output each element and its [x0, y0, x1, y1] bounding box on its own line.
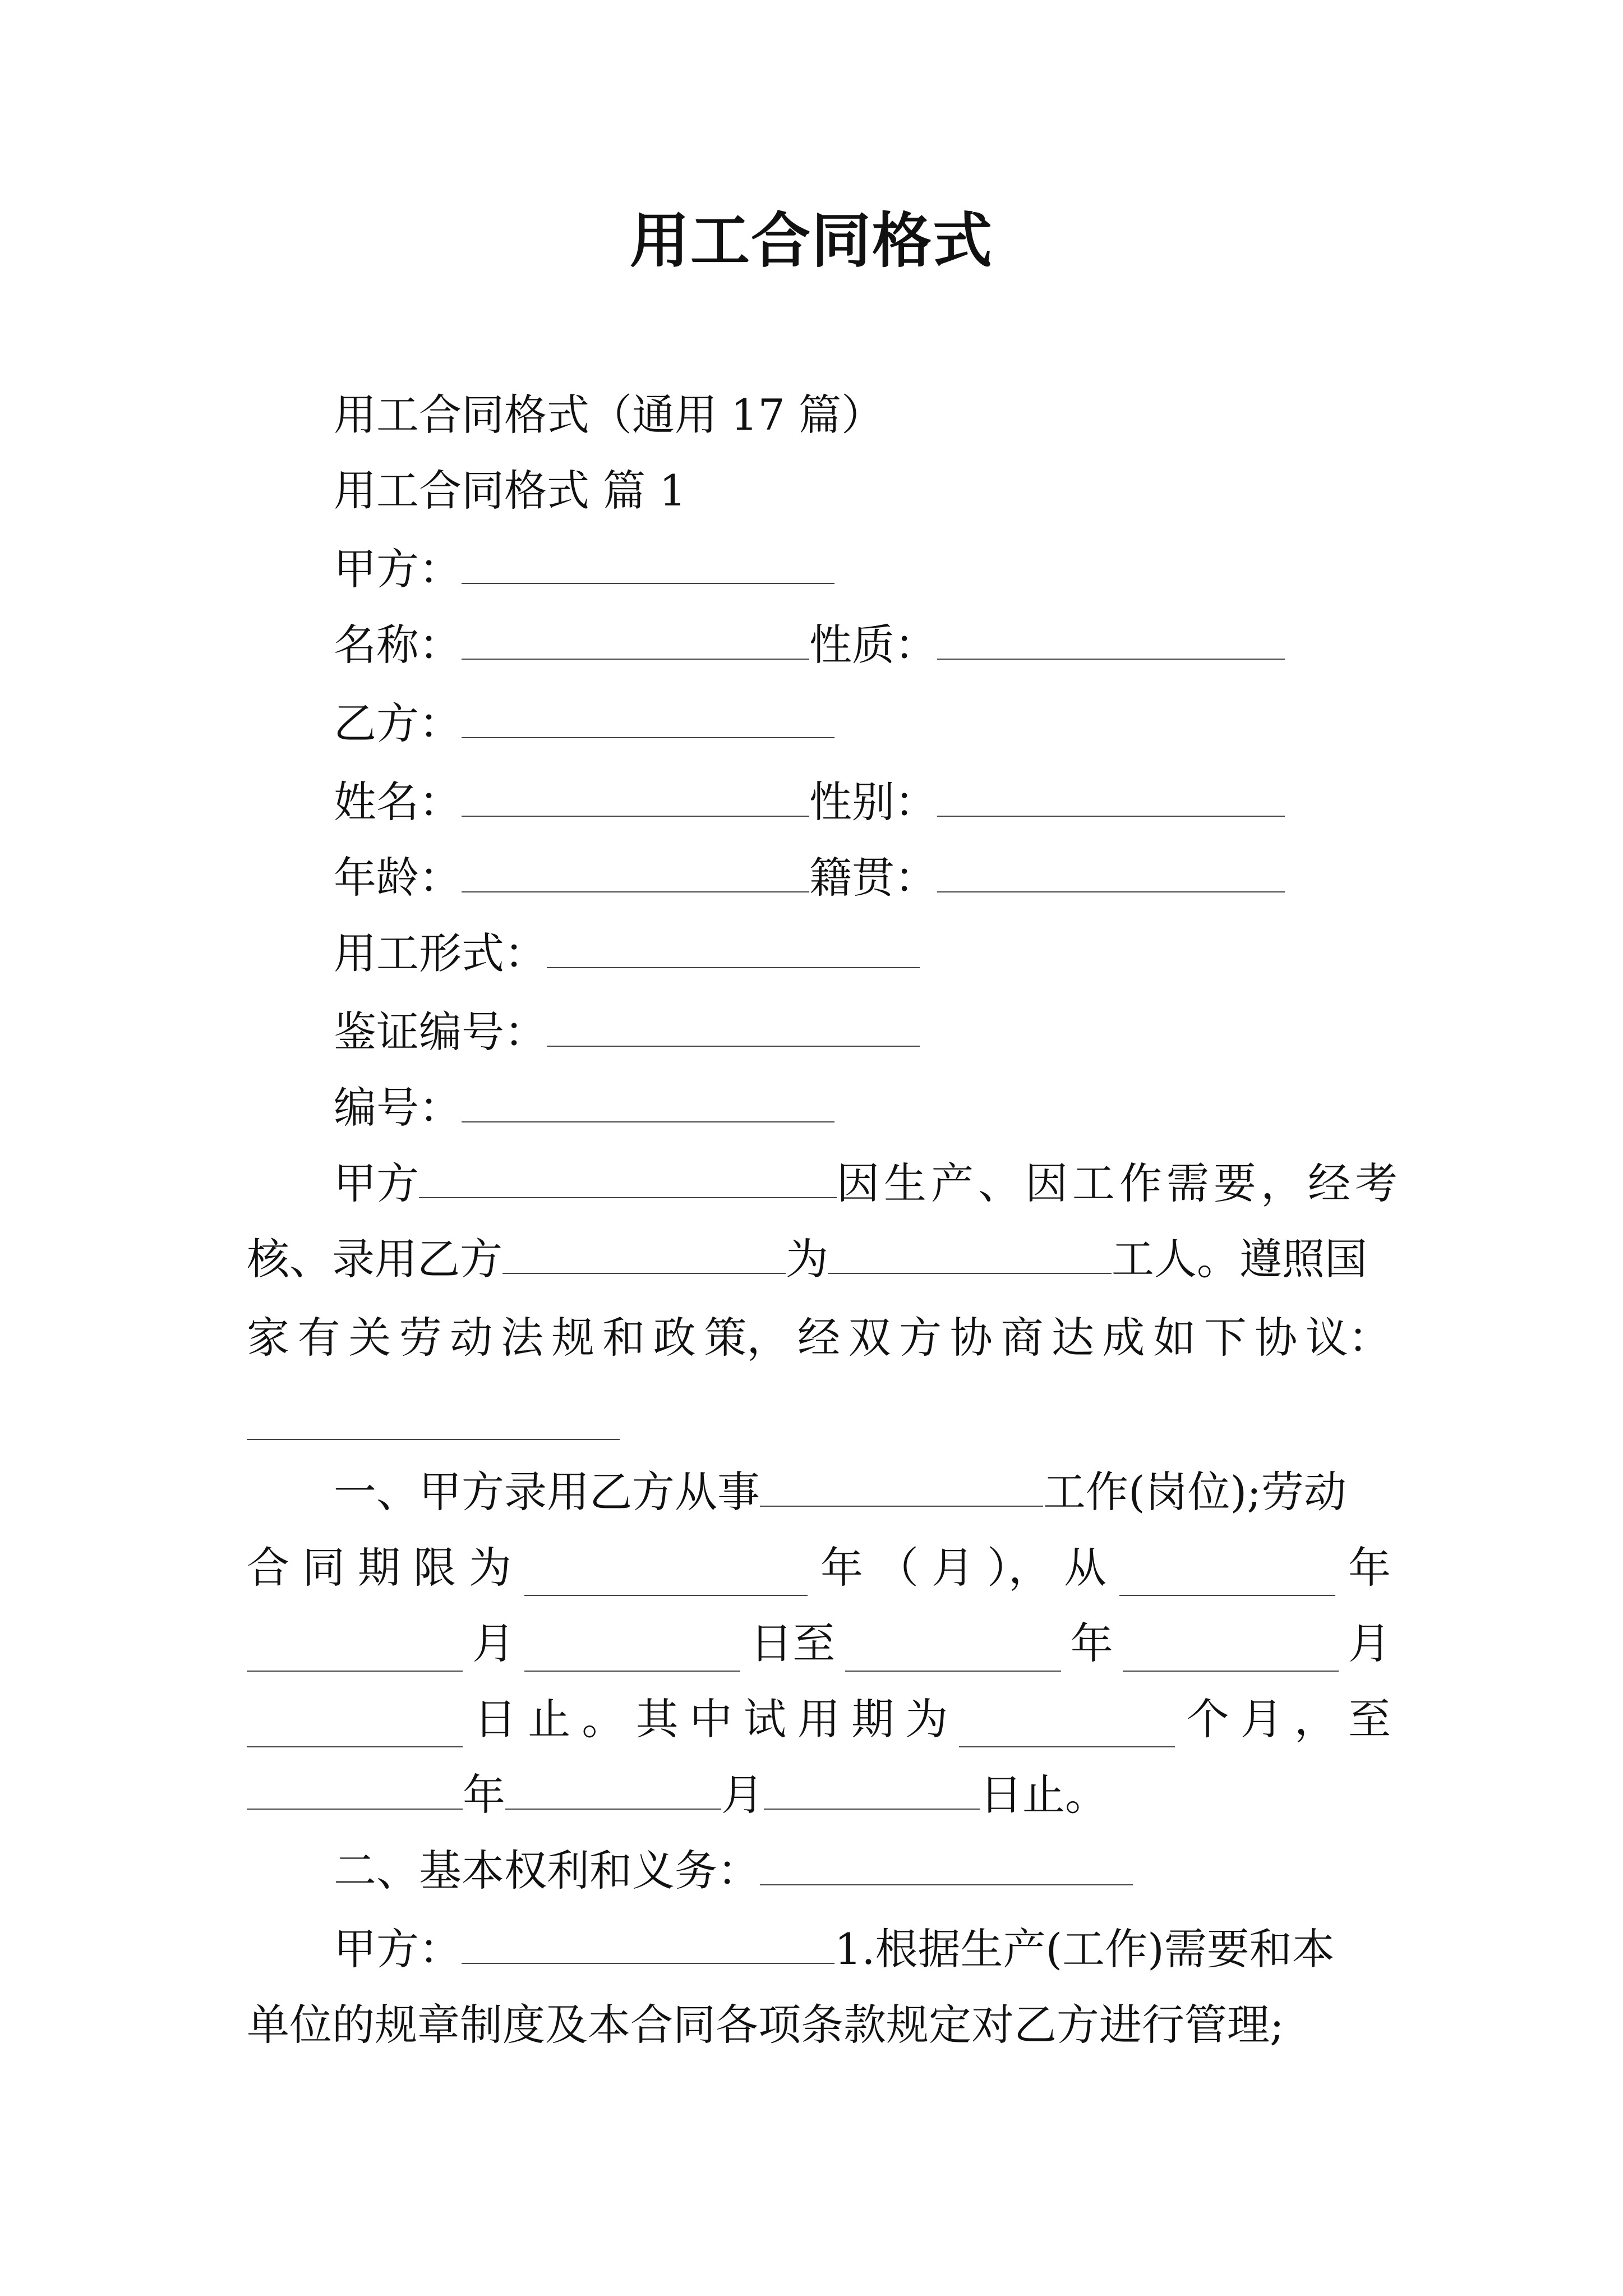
document-subtitle: 用工合同格式（通用 17 篇） — [334, 390, 884, 440]
blank-line — [937, 622, 1285, 660]
field-label: 鉴证编号： — [334, 1007, 547, 1057]
field-verification-no — [334, 1004, 920, 1060]
blank-line — [828, 1236, 1112, 1274]
clause2-heading — [334, 1843, 1133, 1899]
text-char: 达 — [1051, 1313, 1094, 1363]
text-char: 月 — [1240, 1694, 1283, 1744]
blank-line — [505, 1772, 721, 1810]
text-char: 关 — [348, 1313, 391, 1363]
text-char: 为 — [469, 1543, 511, 1593]
text-char: 议： — [1305, 1313, 1391, 1363]
blank-line — [937, 854, 1285, 892]
text-run: 因生产、因工作需要，经考 — [837, 1158, 1402, 1208]
blank-line — [462, 622, 809, 660]
blank-line — [462, 1084, 834, 1122]
text-char: 和 — [602, 1313, 645, 1363]
text-run: 二、基本权利和义务： — [334, 1846, 760, 1895]
field-label: 性别： — [809, 777, 937, 827]
text-char: 合 — [247, 1543, 289, 1593]
text-char: 至 — [1348, 1694, 1391, 1744]
clause1-line-3 — [247, 1616, 1391, 1672]
field-row-name-gender — [334, 774, 1285, 830]
clause2-line-1 — [334, 1921, 1335, 1977]
field-label: 姓名： — [334, 777, 462, 827]
text-char: （ — [876, 1543, 919, 1593]
blank-line — [462, 700, 834, 738]
blank-line — [760, 1847, 1133, 1885]
text-run: 月 — [721, 1770, 764, 1820]
text-run: 甲方： — [334, 1924, 462, 1974]
clause1-line-4 — [247, 1691, 1391, 1747]
clause1-line-1 — [334, 1464, 1347, 1520]
text-run: 年 — [463, 1770, 505, 1820]
text-char: 期 — [851, 1694, 895, 1744]
text-char: 试 — [743, 1694, 786, 1744]
text-char: 协 — [949, 1313, 993, 1363]
field-label: 年龄： — [334, 853, 462, 903]
text-char: 如 — [1153, 1313, 1196, 1363]
text-char: 经 — [797, 1313, 840, 1363]
text-char: 个 — [1186, 1694, 1229, 1744]
text-char: 用 — [797, 1694, 840, 1744]
blank-line — [764, 1772, 980, 1810]
blank-line — [524, 1558, 808, 1596]
blank-line — [462, 1926, 834, 1964]
text-char: 同 — [302, 1543, 345, 1593]
field-number — [334, 1080, 834, 1136]
text-char: 劳 — [399, 1313, 442, 1363]
text-char: 中 — [689, 1694, 732, 1744]
intro-line-3 — [247, 1310, 1391, 1366]
text-char: 商 — [1000, 1313, 1044, 1363]
text-char: 其 — [635, 1694, 679, 1744]
text-run: 日止。 — [980, 1770, 1108, 1820]
text-run: 一、甲方录用乙方从事 — [334, 1467, 760, 1517]
field-row-age-origin — [334, 850, 1285, 906]
text-char: 成 — [1102, 1313, 1145, 1363]
text-char: ， — [1294, 1694, 1337, 1744]
blank-line — [247, 1634, 463, 1672]
field-label: 编号： — [334, 1083, 462, 1133]
field-employment-form — [334, 926, 920, 982]
text-char: 为 — [905, 1694, 948, 1744]
text-char: 期 — [358, 1543, 400, 1593]
text-char: 年 — [820, 1543, 863, 1593]
text-char: 协 — [1255, 1313, 1298, 1363]
text-char: 日 — [474, 1694, 517, 1744]
text-run: 为 — [786, 1234, 828, 1284]
field-label: 籍贯： — [809, 853, 937, 903]
text-char: 策， — [704, 1313, 790, 1363]
text-run: 1.根据生产(工作)需要和本 — [834, 1924, 1335, 1974]
blank-line — [247, 1772, 463, 1810]
field-party-b — [334, 696, 834, 752]
field-label: 性质： — [809, 620, 937, 670]
clause2-line-2: 单位的规章制度及本合同各项条款规定对乙方进行管理; — [247, 2000, 1284, 2050]
document-title: 用工合同格式 — [630, 206, 993, 275]
clause1-line-2 — [247, 1540, 1391, 1596]
field-label: 甲方： — [334, 544, 462, 594]
text-char: 年 — [1348, 1543, 1391, 1593]
text-char: 。 — [582, 1694, 625, 1744]
intro-line-1 — [334, 1156, 1402, 1212]
blank-line — [247, 1709, 463, 1747]
field-party-a — [334, 541, 834, 597]
text-char: 有 — [297, 1313, 340, 1363]
text-run: 日至 — [750, 1618, 836, 1668]
field-label: 乙方： — [334, 698, 462, 748]
text-run: 甲方 — [334, 1158, 419, 1208]
text-run: 工人。遵照国 — [1112, 1234, 1367, 1284]
blank-line — [462, 854, 809, 892]
text-char: 方 — [899, 1313, 942, 1363]
section-heading: 用工合同格式 篇 1 — [334, 466, 686, 516]
blank-line — [937, 779, 1285, 817]
blank-line — [760, 1469, 1043, 1507]
clause1-line-5 — [247, 1767, 1108, 1823]
text-char: 下 — [1204, 1313, 1247, 1363]
text-run: 月 — [1348, 1618, 1391, 1668]
text-char: ）， — [987, 1543, 1051, 1593]
field-label: 用工形式： — [334, 928, 547, 978]
text-run: 年 — [1070, 1618, 1113, 1668]
intro-line-2 — [247, 1231, 1367, 1287]
blank-line — [1119, 1558, 1335, 1596]
blank-line — [247, 1439, 620, 1440]
blank-line — [502, 1236, 786, 1274]
blank-line — [1123, 1634, 1339, 1672]
blank-line — [462, 546, 834, 584]
text-run: 月 — [472, 1618, 515, 1668]
blank-line — [845, 1634, 1061, 1672]
blank-line — [547, 930, 920, 968]
blank-line — [462, 779, 809, 817]
text-char: 动 — [450, 1313, 493, 1363]
text-char: 规 — [551, 1313, 594, 1363]
text-run: 核、录用乙方 — [247, 1234, 502, 1284]
text-run: 工作(岗位);劳动 — [1043, 1467, 1347, 1517]
text-char: 月 — [932, 1543, 974, 1593]
text-char: 止 — [528, 1694, 571, 1744]
field-label: 名称： — [334, 620, 462, 670]
text-char: 政 — [653, 1313, 696, 1363]
text-char: 从 — [1064, 1543, 1106, 1593]
blank-line — [547, 1009, 920, 1047]
field-row-name-nature — [334, 617, 1285, 673]
blank-line — [419, 1160, 837, 1198]
text-char: 双 — [848, 1313, 891, 1363]
text-char: 限 — [413, 1543, 456, 1593]
blank-line — [959, 1709, 1175, 1747]
blank-line — [524, 1634, 740, 1672]
text-char: 法 — [500, 1313, 543, 1363]
text-char: 家 — [247, 1313, 289, 1363]
